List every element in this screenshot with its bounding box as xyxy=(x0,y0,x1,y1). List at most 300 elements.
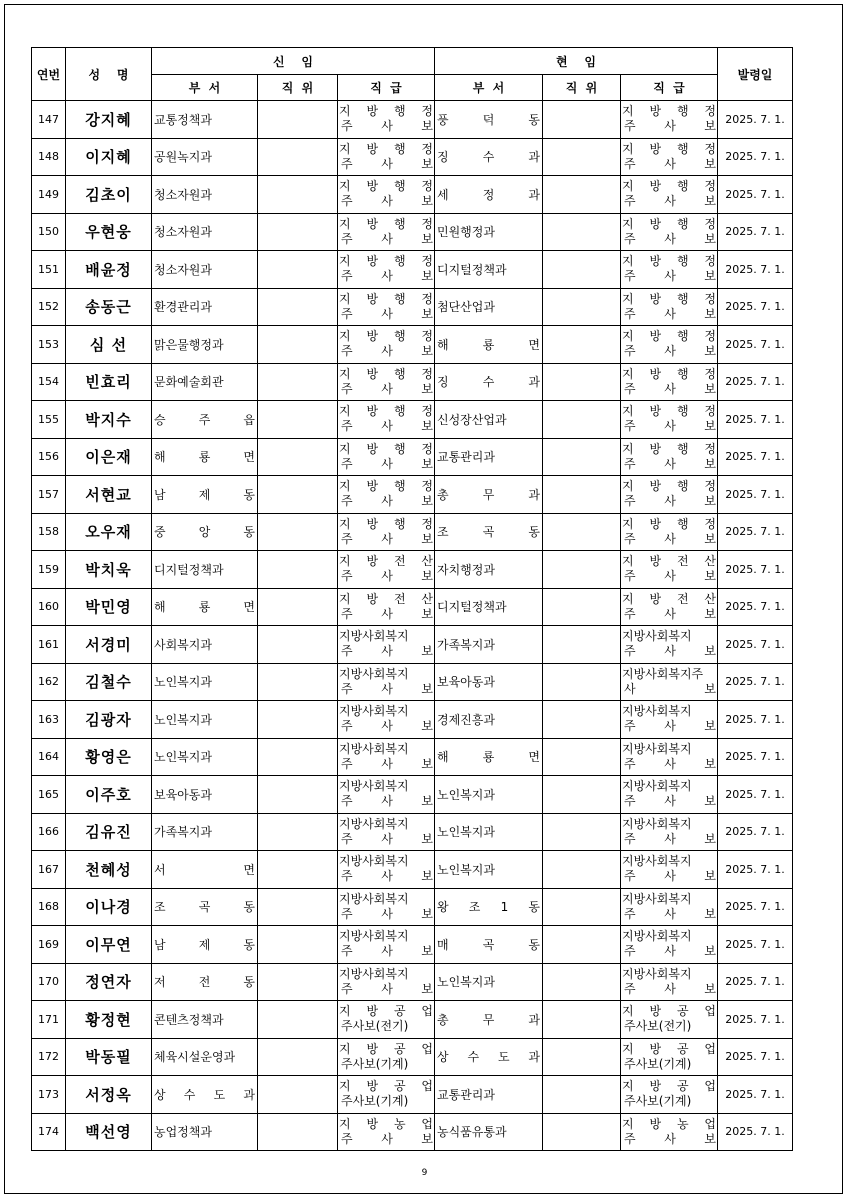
cur-grade-line1: 지 방 행 정 xyxy=(622,441,716,456)
cur-grade-line1: 지 방 공 업 xyxy=(622,1041,716,1056)
row-current-grade xyxy=(621,101,718,139)
row-new-dept xyxy=(152,363,258,401)
cur-dept-text: 총 무 과 xyxy=(437,487,540,502)
cur-grade-line1: 지방사회복지 xyxy=(622,854,692,869)
row-new-position xyxy=(258,701,338,739)
table-body xyxy=(32,101,793,1151)
row-new-position xyxy=(258,476,338,514)
cur-grade-line2: 주 사 보 xyxy=(624,419,716,434)
row-current-grade xyxy=(621,401,718,439)
row-date: 2025. 7. 1. xyxy=(718,551,793,589)
row-current-grade xyxy=(621,926,718,964)
row-number: 165 xyxy=(32,776,66,814)
cur-grade-line1: 지 방 농 업 xyxy=(622,1116,716,1131)
new-grade-line1: 지 방 행 정 xyxy=(339,141,433,156)
cur-grade-line2: 주 사 보 xyxy=(624,119,716,134)
table-row xyxy=(32,888,793,926)
row-current-dept xyxy=(435,663,543,701)
row-new-grade xyxy=(338,888,435,926)
new-grade-line2: 주 사 보 xyxy=(341,569,433,584)
row-current-position xyxy=(543,1076,621,1114)
cur-grade-line1: 지 방 행 정 xyxy=(622,404,716,419)
row-new-grade xyxy=(338,926,435,964)
new-grade-line2: 주 사 보 xyxy=(341,344,433,359)
row-new-dept xyxy=(152,1076,258,1114)
table-row xyxy=(32,401,793,439)
cur-dept-text: 노인복지과 xyxy=(437,975,495,990)
row-name: 박지수 xyxy=(66,401,152,439)
table-row xyxy=(32,776,793,814)
row-current-dept xyxy=(435,701,543,739)
row-current-position xyxy=(543,738,621,776)
header-new-group: 신 임 xyxy=(152,48,435,75)
row-name: 백선영 xyxy=(66,1113,152,1151)
row-name: 빈효리 xyxy=(66,363,152,401)
row-date: 2025. 7. 1. xyxy=(718,813,793,851)
new-grade-line1: 지 방 전 산 xyxy=(339,591,433,606)
row-current-dept xyxy=(435,101,543,139)
row-current-dept xyxy=(435,326,543,364)
new-grade-line2: 주 사 보 xyxy=(341,381,433,396)
row-current-dept xyxy=(435,776,543,814)
header-seq: 연번 xyxy=(32,48,66,101)
cur-grade-line1: 지 방 행 정 xyxy=(622,104,716,119)
cur-grade-line1: 지 방 행 정 xyxy=(622,291,716,306)
cur-grade-line2: 주 사 보 xyxy=(624,381,716,396)
row-name: 오우재 xyxy=(66,513,152,551)
row-new-dept xyxy=(152,1113,258,1151)
new-grade-line1: 지 방 공 업 xyxy=(339,1041,433,1056)
row-new-grade xyxy=(338,438,435,476)
new-grade-line2: 주 사 보 xyxy=(341,644,433,659)
cur-dept-text: 디지털정책과 xyxy=(437,600,507,615)
row-current-position xyxy=(543,926,621,964)
row-date: 2025. 7. 1. xyxy=(718,1038,793,1076)
new-grade-line2: 주 사 보 xyxy=(341,494,433,509)
row-number: 166 xyxy=(32,813,66,851)
table-row xyxy=(32,476,793,514)
row-current-position xyxy=(543,1113,621,1151)
row-new-position xyxy=(258,363,338,401)
row-current-grade xyxy=(621,663,718,701)
cur-grade-line2: 주 사 보 xyxy=(624,644,716,659)
row-name: 강지혜 xyxy=(66,101,152,139)
row-new-position xyxy=(258,213,338,251)
row-current-dept xyxy=(435,1076,543,1114)
cur-grade-line2: 주 사 보 xyxy=(624,231,716,246)
row-name: 이주호 xyxy=(66,776,152,814)
row-name: 서경미 xyxy=(66,626,152,664)
cur-grade-line1: 지 방 행 정 xyxy=(622,366,716,381)
cur-dept-text: 경제진흥과 xyxy=(437,712,495,727)
new-grade-line1: 지 방 행 정 xyxy=(339,179,433,194)
new-grade-line1: 지 방 전 산 xyxy=(339,554,433,569)
row-current-dept xyxy=(435,551,543,589)
row-new-grade xyxy=(338,513,435,551)
new-grade-line1: 지 방 공 업 xyxy=(339,1004,433,1019)
row-new-grade xyxy=(338,138,435,176)
row-current-grade xyxy=(621,326,718,364)
row-date: 2025. 7. 1. xyxy=(718,701,793,739)
cur-grade-line1: 지 방 전 산 xyxy=(622,591,716,606)
row-name: 김철수 xyxy=(66,663,152,701)
row-number: 154 xyxy=(32,363,66,401)
row-new-dept xyxy=(152,626,258,664)
row-current-dept xyxy=(435,138,543,176)
new-grade-line2: 주 사 보 xyxy=(341,306,433,321)
row-current-dept xyxy=(435,401,543,439)
cur-grade-line2: 주 사 보 xyxy=(624,756,716,771)
row-current-grade xyxy=(621,176,718,214)
row-current-dept xyxy=(435,176,543,214)
row-date: 2025. 7. 1. xyxy=(718,1001,793,1039)
row-current-grade xyxy=(621,1113,718,1151)
row-date: 2025. 7. 1. xyxy=(718,288,793,326)
new-grade-line2: 주 사 보 xyxy=(341,869,433,884)
row-new-grade xyxy=(338,1113,435,1151)
row-current-grade xyxy=(621,851,718,889)
row-date: 2025. 7. 1. xyxy=(718,176,793,214)
row-new-position xyxy=(258,438,338,476)
row-name: 송동근 xyxy=(66,288,152,326)
row-name: 이지혜 xyxy=(66,138,152,176)
row-current-position xyxy=(543,588,621,626)
row-new-position xyxy=(258,1113,338,1151)
row-new-position xyxy=(258,738,338,776)
row-current-grade xyxy=(621,251,718,289)
row-new-grade xyxy=(338,963,435,1001)
row-date: 2025. 7. 1. xyxy=(718,213,793,251)
row-current-grade xyxy=(621,813,718,851)
new-grade-line1: 지 방 농 업 xyxy=(339,1116,433,1131)
row-name: 김광자 xyxy=(66,701,152,739)
cur-grade-line1: 지 방 공 업 xyxy=(622,1079,716,1094)
table-row xyxy=(32,101,793,139)
row-new-grade xyxy=(338,813,435,851)
new-grade-line2: 주 사 보 xyxy=(341,119,433,134)
new-dept-text: 중 앙 동 xyxy=(154,525,255,540)
row-current-position xyxy=(543,963,621,1001)
table-row xyxy=(32,851,793,889)
row-new-grade xyxy=(338,1001,435,1039)
new-grade-line1: 지방사회복지 xyxy=(339,704,409,719)
cur-grade-line2: 주 사 보 xyxy=(624,944,716,959)
cur-grade-line2: 주 사 보 xyxy=(624,306,716,321)
row-new-grade xyxy=(338,626,435,664)
row-new-grade xyxy=(338,776,435,814)
row-current-position xyxy=(543,663,621,701)
row-new-grade xyxy=(338,663,435,701)
new-grade-line2: 주 사 보 xyxy=(341,156,433,171)
table-row xyxy=(32,588,793,626)
row-name: 김유진 xyxy=(66,813,152,851)
new-grade-line2: 주사보(기계) xyxy=(341,1056,409,1071)
row-date: 2025. 7. 1. xyxy=(718,513,793,551)
row-new-dept xyxy=(152,776,258,814)
row-new-grade xyxy=(338,213,435,251)
row-new-grade xyxy=(338,701,435,739)
new-grade-line1: 지 방 행 정 xyxy=(339,441,433,456)
cur-grade-line1: 지 방 공 업 xyxy=(622,1004,716,1019)
row-date: 2025. 7. 1. xyxy=(718,401,793,439)
header-new-dept: 부 서 xyxy=(152,75,258,101)
new-dept-text: 사회복지과 xyxy=(154,637,212,652)
cur-dept-text: 해 룡 면 xyxy=(437,337,540,352)
row-new-grade xyxy=(338,476,435,514)
row-current-position xyxy=(543,363,621,401)
cur-dept-text: 교통관리과 xyxy=(437,1087,495,1102)
new-dept-text: 청소자원과 xyxy=(154,262,212,277)
row-name: 천혜성 xyxy=(66,851,152,889)
row-new-position xyxy=(258,251,338,289)
row-current-position xyxy=(543,251,621,289)
new-dept-text: 농업정책과 xyxy=(154,1125,212,1140)
row-new-dept xyxy=(152,101,258,139)
cur-dept-text: 해 룡 면 xyxy=(437,750,540,765)
row-number: 171 xyxy=(32,1001,66,1039)
cur-grade-line2: 사 보 xyxy=(624,681,716,696)
row-new-position xyxy=(258,588,338,626)
cur-dept-text: 조 곡 동 xyxy=(437,525,540,540)
new-dept-text: 노인복지과 xyxy=(154,675,212,690)
new-dept-text: 승 주 읍 xyxy=(154,412,255,427)
cur-dept-text: 노인복지과 xyxy=(437,862,495,877)
row-new-dept xyxy=(152,476,258,514)
row-new-grade xyxy=(338,551,435,589)
row-number: 147 xyxy=(32,101,66,139)
row-new-dept xyxy=(152,738,258,776)
cur-grade-line1: 지 방 행 정 xyxy=(622,479,716,494)
header-cur-position: 직 위 xyxy=(543,75,621,101)
cur-dept-text: 교통관리과 xyxy=(437,450,495,465)
new-dept-text: 공원녹지과 xyxy=(154,150,212,165)
row-date: 2025. 7. 1. xyxy=(718,963,793,1001)
new-dept-text: 청소자원과 xyxy=(154,225,212,240)
row-number: 159 xyxy=(32,551,66,589)
row-number: 149 xyxy=(32,176,66,214)
new-grade-line1: 지방사회복지 xyxy=(339,854,409,869)
table-row xyxy=(32,288,793,326)
table-row xyxy=(32,1113,793,1151)
row-new-dept xyxy=(152,251,258,289)
new-grade-line2: 주 사 보 xyxy=(341,794,433,809)
new-grade-line2: 주 사 보 xyxy=(341,719,433,734)
row-new-dept xyxy=(152,1001,258,1039)
new-dept-text: 보육아동과 xyxy=(154,787,212,802)
row-date: 2025. 7. 1. xyxy=(718,888,793,926)
header-cur-dept: 부 서 xyxy=(435,75,543,101)
cur-dept-text: 가족복지과 xyxy=(437,637,495,652)
cur-dept-text: 농식품유통과 xyxy=(437,1125,507,1140)
row-number: 151 xyxy=(32,251,66,289)
cur-dept-text: 신성장산업과 xyxy=(437,412,507,427)
header-name: 성 명 xyxy=(66,48,152,101)
row-current-position xyxy=(543,551,621,589)
cur-grade-line1: 지방사회복지주 xyxy=(622,666,704,681)
row-new-grade xyxy=(338,363,435,401)
new-grade-line1: 지방사회복지 xyxy=(339,891,409,906)
cur-dept-text: 노인복지과 xyxy=(437,787,495,802)
row-current-grade xyxy=(621,588,718,626)
personnel-table xyxy=(31,47,793,1151)
new-grade-line2: 주 사 보 xyxy=(341,231,433,246)
row-name: 이무연 xyxy=(66,926,152,964)
new-grade-line2: 주 사 보 xyxy=(341,419,433,434)
cur-grade-line1: 지 방 행 정 xyxy=(622,141,716,156)
row-current-position xyxy=(543,776,621,814)
cur-grade-line1: 지방사회복지 xyxy=(622,816,692,831)
row-new-dept xyxy=(152,213,258,251)
row-current-grade xyxy=(621,438,718,476)
table-row xyxy=(32,138,793,176)
cur-grade-line2: 주 사 보 xyxy=(624,1131,716,1146)
table-row xyxy=(32,626,793,664)
cur-dept-text: 매 곡 동 xyxy=(437,937,540,952)
row-current-dept xyxy=(435,476,543,514)
new-grade-line1: 지방사회복지 xyxy=(339,929,409,944)
new-dept-text: 저 전 동 xyxy=(154,975,255,990)
row-number: 148 xyxy=(32,138,66,176)
new-grade-line1: 지 방 행 정 xyxy=(339,479,433,494)
new-grade-line2: 주사보(전기) xyxy=(341,1019,409,1034)
row-new-grade xyxy=(338,176,435,214)
cur-grade-line1: 지방사회복지 xyxy=(622,704,692,719)
row-number: 167 xyxy=(32,851,66,889)
cur-dept-text: 노인복지과 xyxy=(437,825,495,840)
row-current-position xyxy=(543,851,621,889)
new-dept-text: 가족복지과 xyxy=(154,825,212,840)
header-current-group: 현 임 xyxy=(435,48,718,75)
new-grade-line1: 지 방 행 정 xyxy=(339,404,433,419)
row-new-position xyxy=(258,138,338,176)
row-number: 152 xyxy=(32,288,66,326)
row-new-grade xyxy=(338,1038,435,1076)
table-row xyxy=(32,1038,793,1076)
cur-dept-text: 징 수 과 xyxy=(437,375,540,390)
cur-grade-line2: 주 사 보 xyxy=(624,569,716,584)
new-grade-line2: 주 사 보 xyxy=(341,269,433,284)
row-number: 155 xyxy=(32,401,66,439)
header-cur-grade: 직 급 xyxy=(621,75,718,101)
row-new-position xyxy=(258,551,338,589)
cur-grade-line1: 지 방 행 정 xyxy=(622,516,716,531)
cur-grade-line2: 주 사 보 xyxy=(624,269,716,284)
table-row xyxy=(32,738,793,776)
row-number: 157 xyxy=(32,476,66,514)
cur-grade-line2: 주 사 보 xyxy=(624,831,716,846)
row-name: 심 선 xyxy=(66,326,152,364)
table-row xyxy=(32,663,793,701)
row-new-dept xyxy=(152,138,258,176)
cur-grade-line1: 지 방 행 정 xyxy=(622,329,716,344)
row-current-position xyxy=(543,101,621,139)
new-grade-line1: 지 방 행 정 xyxy=(339,366,433,381)
row-date: 2025. 7. 1. xyxy=(718,738,793,776)
cur-dept-text: 세 정 과 xyxy=(437,187,540,202)
row-new-dept xyxy=(152,1038,258,1076)
row-new-dept xyxy=(152,851,258,889)
cur-grade-line2: 주 사 보 xyxy=(624,719,716,734)
row-new-dept xyxy=(152,438,258,476)
row-name: 황영은 xyxy=(66,738,152,776)
row-date: 2025. 7. 1. xyxy=(718,663,793,701)
row-new-position xyxy=(258,1076,338,1114)
cur-grade-line2: 주 사 보 xyxy=(624,606,716,621)
row-current-grade xyxy=(621,213,718,251)
row-current-position xyxy=(543,1001,621,1039)
row-number: 163 xyxy=(32,701,66,739)
row-new-position xyxy=(258,401,338,439)
new-dept-text: 남 제 동 xyxy=(154,937,255,952)
row-current-position xyxy=(543,401,621,439)
new-grade-line2: 주 사 보 xyxy=(341,981,433,996)
row-name: 이나경 xyxy=(66,888,152,926)
row-number: 162 xyxy=(32,663,66,701)
row-name: 김초이 xyxy=(66,176,152,214)
row-date: 2025. 7. 1. xyxy=(718,851,793,889)
new-dept-text: 콘텐츠정책과 xyxy=(154,1012,224,1027)
new-dept-text: 해 룡 면 xyxy=(154,600,255,615)
row-new-position xyxy=(258,513,338,551)
new-grade-line2: 주사보(기계) xyxy=(341,1094,409,1109)
row-date: 2025. 7. 1. xyxy=(718,476,793,514)
row-new-dept xyxy=(152,176,258,214)
row-current-dept xyxy=(435,251,543,289)
header-new-grade: 직 급 xyxy=(338,75,435,101)
row-new-dept xyxy=(152,326,258,364)
new-dept-text: 노인복지과 xyxy=(154,750,212,765)
new-dept-text: 청소자원과 xyxy=(154,187,212,202)
row-new-position xyxy=(258,813,338,851)
row-current-position xyxy=(543,176,621,214)
row-current-position xyxy=(543,138,621,176)
new-grade-line1: 지 방 행 정 xyxy=(339,216,433,231)
new-grade-line2: 주 사 보 xyxy=(341,606,433,621)
cur-grade-line1: 지방사회복지 xyxy=(622,629,692,644)
row-current-dept xyxy=(435,851,543,889)
cur-grade-line2: 주사보(기계) xyxy=(624,1094,692,1109)
cur-grade-line2: 주 사 보 xyxy=(624,344,716,359)
new-grade-line2: 주 사 보 xyxy=(341,194,433,209)
row-new-position xyxy=(258,326,338,364)
row-current-position xyxy=(543,438,621,476)
row-current-dept xyxy=(435,888,543,926)
row-current-dept xyxy=(435,926,543,964)
cur-dept-text: 상 수 도 과 xyxy=(437,1050,540,1065)
new-grade-line2: 주 사 보 xyxy=(341,681,433,696)
row-date: 2025. 7. 1. xyxy=(718,588,793,626)
table-row xyxy=(32,251,793,289)
new-grade-line1: 지방사회복지 xyxy=(339,816,409,831)
row-current-grade xyxy=(621,138,718,176)
cur-grade-line2: 주 사 보 xyxy=(624,194,716,209)
row-new-grade xyxy=(338,738,435,776)
new-dept-text: 환경관리과 xyxy=(154,300,212,315)
cur-grade-line1: 지방사회복지 xyxy=(622,779,692,794)
new-grade-line1: 지방사회복지 xyxy=(339,966,409,981)
cur-grade-line2: 주사보(전기) xyxy=(624,1019,692,1034)
new-grade-line1: 지 방 행 정 xyxy=(339,291,433,306)
new-dept-text: 노인복지과 xyxy=(154,712,212,727)
row-new-grade xyxy=(338,251,435,289)
row-new-dept xyxy=(152,701,258,739)
new-dept-text: 해 룡 면 xyxy=(154,450,255,465)
cur-grade-line2: 주 사 보 xyxy=(624,531,716,546)
cur-grade-line1: 지 방 전 산 xyxy=(622,554,716,569)
row-current-grade xyxy=(621,476,718,514)
row-new-position xyxy=(258,888,338,926)
table-row xyxy=(32,438,793,476)
